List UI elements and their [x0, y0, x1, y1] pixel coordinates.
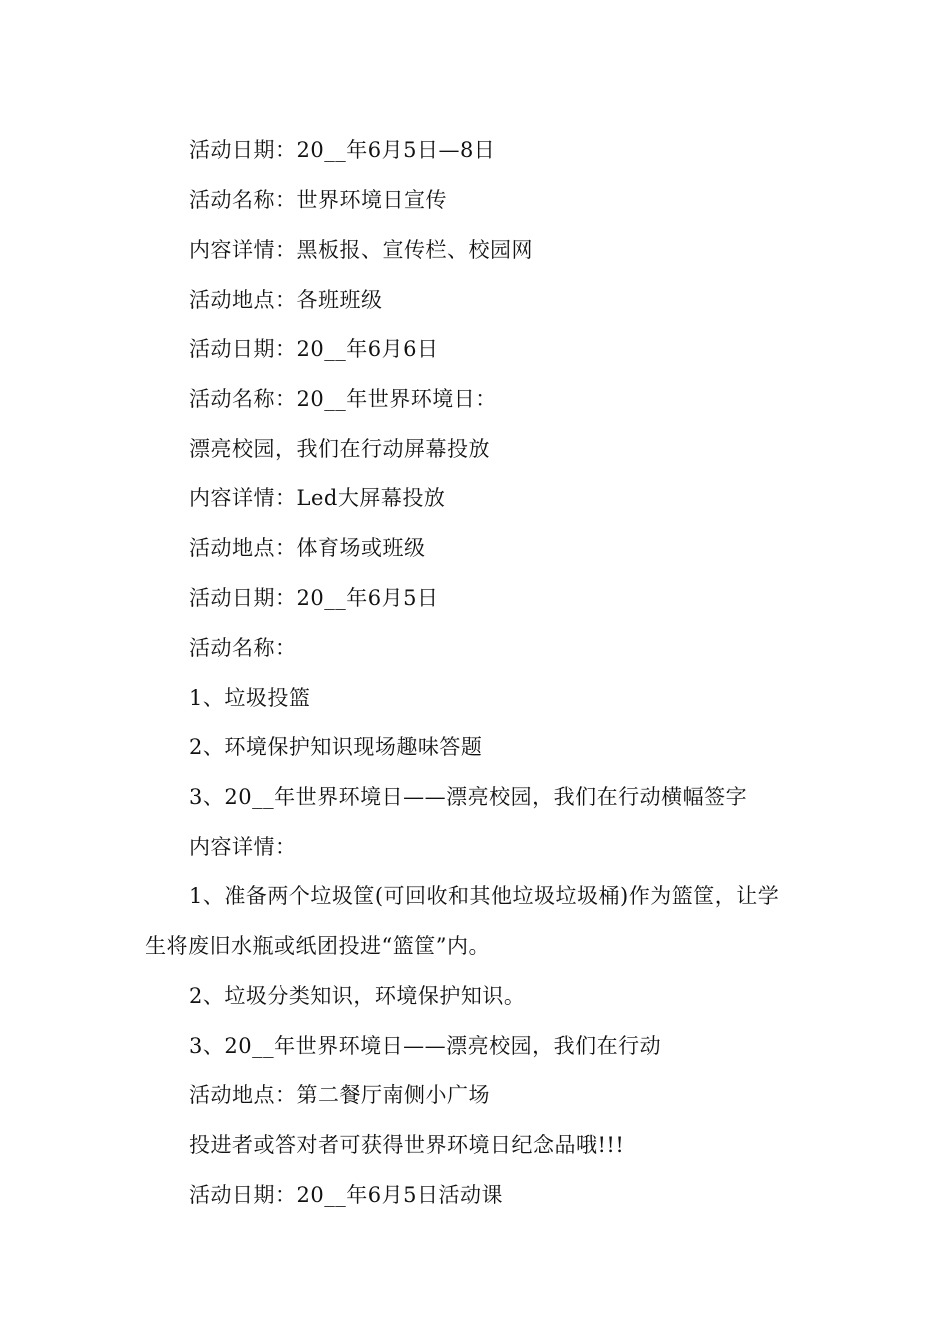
text-line: 内容详情：黑板报、宣传栏、校园网 — [189, 238, 533, 262]
text-line: 漂亮校园，我们在行动屏幕投放 — [189, 437, 490, 461]
text-line: 1、垃圾投篮 — [189, 686, 311, 710]
text-line: 1、准备两个垃圾筐(可回收和其他垃圾垃圾桶)作为篮筐，让学 — [189, 884, 780, 908]
text-line: 活动名称：世界环境日宣传 — [189, 188, 447, 212]
text-line: 生将废旧水瓶或纸团投进“篮筐”内。 — [145, 934, 490, 958]
text-line: 2、垃圾分类知识，环境保护知识。 — [189, 984, 526, 1008]
text-line: 内容详情：Led大屏幕投放 — [189, 486, 446, 510]
text-line: 活动日期：20__年6月5日—8日 — [189, 138, 496, 162]
text-line: 活动地点：体育场或班级 — [189, 536, 426, 560]
text-line: 活动日期：20__年6月6日 — [189, 337, 439, 361]
text-line: 内容详情： — [189, 835, 297, 859]
text-line: 3、20__年世界环境日——漂亮校园，我们在行动 — [189, 1034, 662, 1058]
text-line: 活动地点：第二餐厅南侧小广场 — [189, 1083, 490, 1107]
text-line: 活动日期：20__年6月5日活动课 — [189, 1183, 503, 1207]
text-line: 活动名称：20__年世界环境日： — [189, 387, 497, 411]
text-line: 活动地点：各班班级 — [189, 288, 383, 312]
text-line: 活动名称： — [189, 636, 297, 660]
text-line: 2、环境保护知识现场趣味答题 — [189, 735, 483, 759]
text-line: 活动日期：20__年6月5日 — [189, 586, 439, 610]
text-line: 3、20__年世界环境日——漂亮校园，我们在行动横幅签字 — [189, 785, 748, 809]
text-line: 投进者或答对者可获得世界环境日纪念品哦!!! — [189, 1133, 625, 1157]
